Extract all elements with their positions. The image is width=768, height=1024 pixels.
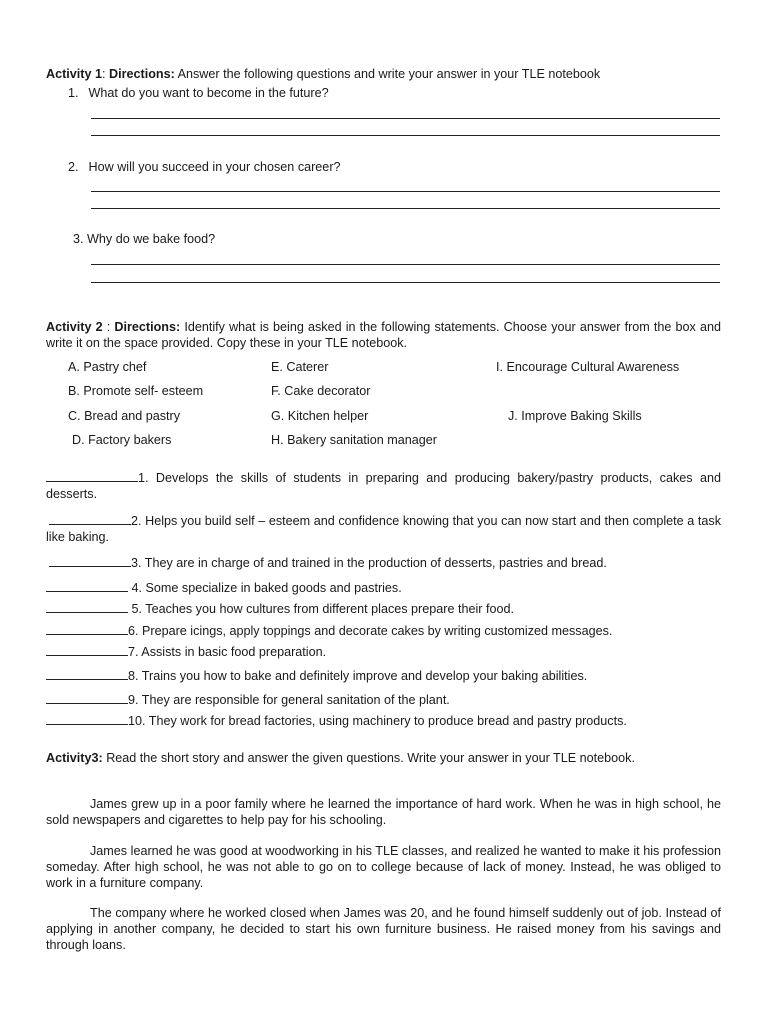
choice-e: E. Caterer	[271, 360, 329, 374]
activity1-directions-text: Answer the following questions and write your answer in your TLE notebook	[174, 67, 601, 81]
answer-blank	[46, 643, 128, 656]
answer-blank	[46, 579, 128, 592]
answer-blank	[46, 712, 128, 725]
story-paragraph-1: James grew up in a poor family where he learned the importance of hard work. When he was in high school, he sold newspapers and cigarettes to help pay for his schooling.	[46, 797, 721, 827]
activity2-heading: Activity 2 : Directions: Identify what is being asked in the following statements. Choose your answer from the box and write it on the space provided. Copy these in your TLE notebook.	[46, 320, 722, 350]
item-2: 2. Helps you build self – esteem and confidence knowing that you can now start and then complete a task like baking.	[46, 514, 721, 544]
activity1-directions-label: Directions:	[109, 67, 175, 81]
choice-d: D. Factory bakers	[72, 433, 172, 447]
activity3-heading	[46, 750, 635, 766]
activity1-heading: Activity 1: Directions: Answer the following questions and write your answer in your TLE notebook	[46, 67, 601, 81]
answer-blank	[49, 512, 131, 525]
activity2-label: Activity 2	[46, 320, 103, 334]
activity1-label: Activity 1	[46, 67, 102, 81]
item-9: 9. They are responsible for general sanitation of the plant.	[46, 691, 450, 708]
activity3-text: Read the short story and answer the given questions. Write your answer in your TLE notebook.	[102, 751, 635, 765]
choice-f: F. Cake decorator	[271, 384, 371, 398]
answer-blank	[49, 554, 131, 567]
item-1: 1. Develops the skills of students in preparing and producing bakery/pastry products, cakes and desserts.	[46, 471, 721, 501]
item-4: 4. Some specialize in baked goods and pastries.	[46, 579, 402, 596]
activity2-directions-label: Directions:	[114, 320, 181, 334]
answer-line	[91, 208, 720, 209]
activity2-directions-text: Identify what is being asked in the following statements. Choose your answer from the box and write it on the space provided. Copy these in your TLE notebook.	[46, 320, 722, 350]
answer-blank	[46, 622, 128, 635]
item-8: 8. Trains you how to bake and definitely improve and develop your baking abilities.	[46, 667, 587, 684]
answer-blank	[46, 691, 128, 704]
item-10: 10. They work for bread factories, using machinery to produce bread and pastry products.	[46, 712, 627, 729]
item-6: 6. Prepare icings, apply toppings and decorate cakes by writing customized messages.	[46, 622, 612, 639]
answer-line	[91, 118, 720, 119]
question-2: 2. How will you succeed in your chosen career?	[68, 160, 341, 174]
item-7: 7. Assists in basic food preparation.	[46, 643, 326, 660]
item-5: 5. Teaches you how cultures from different places prepare their food.	[46, 600, 514, 617]
item-3: 3. They are in charge of and trained in the production of desserts, pastries and bread.	[46, 554, 607, 571]
choice-h: H. Bakery sanitation manager	[271, 433, 437, 447]
answer-blank	[46, 600, 128, 613]
answer-blank	[46, 667, 128, 680]
choice-i: I. Encourage Cultural Awareness	[496, 360, 680, 374]
answer-line	[91, 135, 720, 136]
choice-g: G. Kitchen helper	[271, 409, 369, 423]
answer-blank	[46, 469, 138, 482]
choice-c: C. Bread and pastry	[68, 409, 181, 423]
activity3-label: Activity3:	[46, 751, 103, 765]
answer-line	[91, 191, 720, 192]
answer-line	[91, 264, 720, 265]
choice-b: B. Promote self- esteem	[68, 384, 204, 398]
question-1: 1. What do you want to become in the future?	[68, 86, 329, 100]
answer-line	[91, 282, 720, 283]
story-paragraph-3: The company where he worked closed when James was 20, and he found himself suddenly out of job. Instead of applying in another company, he decided to start his own furniture business. He raised money from his savings and through loans.	[46, 906, 721, 952]
choice-j: J. Improve Baking Skills	[508, 409, 642, 423]
question-3: 3. Why do we bake food?	[73, 232, 216, 246]
story-paragraph-2: James learned he was good at woodworking in his TLE classes, and realized he wanted to make it his profession someday. After high school, he was not able to go on to college because of lack of money. Instead, he was obliged to work in a furniture company.	[46, 844, 721, 890]
choice-a: A. Pastry chef	[68, 360, 147, 374]
